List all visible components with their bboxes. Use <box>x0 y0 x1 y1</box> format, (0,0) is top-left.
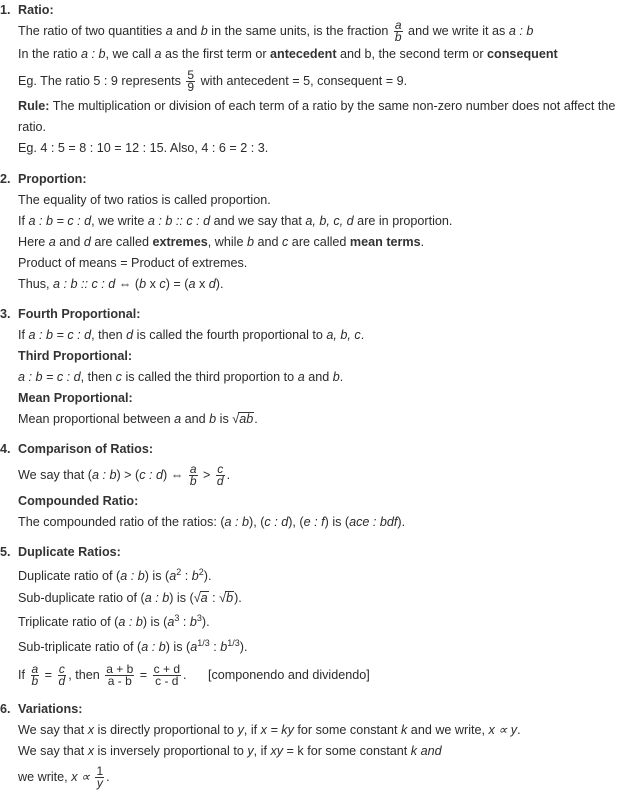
ratio-rule-example: Eg. 4 : 5 = 8 : 10 = 12 : 15. Also, 4 : 6 = 2 : 3. <box>18 141 269 155</box>
proportion-notation: If a : b = c : d, we write a : b :: c : d and we say that a, b, c, d are in proportion. <box>18 214 453 228</box>
third-proportional-line: a : b = c : d, then c is called the third proportion to a and b. <box>18 370 344 384</box>
direct-variation-line: We say that x is directly proportional to y, if x = ky for some constant k and we write, x ∝ y. <box>18 723 521 737</box>
ratio-rule-continued: ratio. <box>18 120 46 134</box>
compounded-ratio-line: The compounded ratio of the ratios: (a : b), (c : d), (e : f) is (ace : bdf). <box>18 515 406 529</box>
inverse-variation-notation: we write, x ∝ $\frac{1}{y}$ . <box>18 764 110 790</box>
compounded-ratio-heading: Compounded Ratio: <box>18 494 139 508</box>
extremes-means-line: Here a and d are called extremes, while b and c are called mean terms. <box>18 235 425 249</box>
inverse-variation-line: We say that x is inversely proportional to y, if xy = k for some constant k and <box>18 744 442 758</box>
triplicate-ratio-line: Triplicate ratio of (a : b) is ($a^3$ : $b^3$). <box>18 613 210 629</box>
ratio-rule: Rule: The multiplication or division of each term of a ratio by the same non-zero number does not affect the <box>18 99 616 113</box>
antecedent-consequent-line: In the ratio a : b, we call a as the first term or antecedent and b, the second term or consequent <box>18 47 558 61</box>
third-proportional-heading: Third Proportional: <box>18 349 133 363</box>
sqrt-symbol: √ <box>232 412 240 426</box>
ratio-example: Eg. The ratio 5 : 9 represents $\frac{5}{9}$ with antecedent = 5, consequent = 9. <box>18 68 408 94</box>
section-2-heading: 2. Proportion: <box>0 172 87 186</box>
duplicate-ratio-line: Duplicate ratio of (a : b) is ($a^2$ : $b^2$). <box>18 567 212 583</box>
proportion-equivalence: Thus, a : b :: c : d ⇔ (b x c) = (a x d). <box>18 277 224 291</box>
mean-proportional-line: Mean proportional between a and b is √ab. <box>18 412 258 426</box>
sub-duplicate-ratio-line: Sub-duplicate ratio of (a : b) is (√a : √b). <box>18 591 242 605</box>
product-rule: Product of means = Product of extremes. <box>18 256 248 270</box>
section-4-heading: 4. Comparison of Ratios: <box>0 442 154 456</box>
fraction-a-over-b: $\frac{a}{b}$ <box>394 18 402 44</box>
comparison-line: We say that (a : b) > (c : d) ⇔ $\frac{a}{b}$ > $\frac{c}{d}$ . <box>18 462 231 488</box>
section-6-heading: 6. Variations: <box>0 702 83 716</box>
mean-proportional-heading: Mean Proportional: <box>18 391 133 405</box>
ratio-definition: The ratio of two quantities a and b in the same units, is the fraction $\frac{a}{b}$ and we write it as a : b <box>18 18 534 44</box>
sub-triplicate-ratio-line: Sub-triplicate ratio of (a : b) is ($a^{1/3}$ : $b^{1/3}$). <box>18 638 248 654</box>
section-5-heading: 5. Duplicate Ratios: <box>0 545 121 559</box>
fourth-proportional-line: If a : b = c : d, then d is called the fourth proportional to a, b, c. <box>18 328 365 342</box>
section-1-heading: 1. Ratio: <box>0 3 54 17</box>
componendo-dividendo-line: If $\frac{a}{b}$ = $\frac{c}{d}$ , then $\frac{a + b}{a - b}$ = $\frac{c + d}{c - d}$ . [componendo and dividendo] <box>18 662 370 688</box>
proportion-definition: The equality of two ratios is called proportion. <box>18 193 271 207</box>
fraction-5-over-9: $\frac{5}{9}$ <box>187 68 195 94</box>
section-3-heading: 3. Fourth Proportional: <box>0 307 141 321</box>
